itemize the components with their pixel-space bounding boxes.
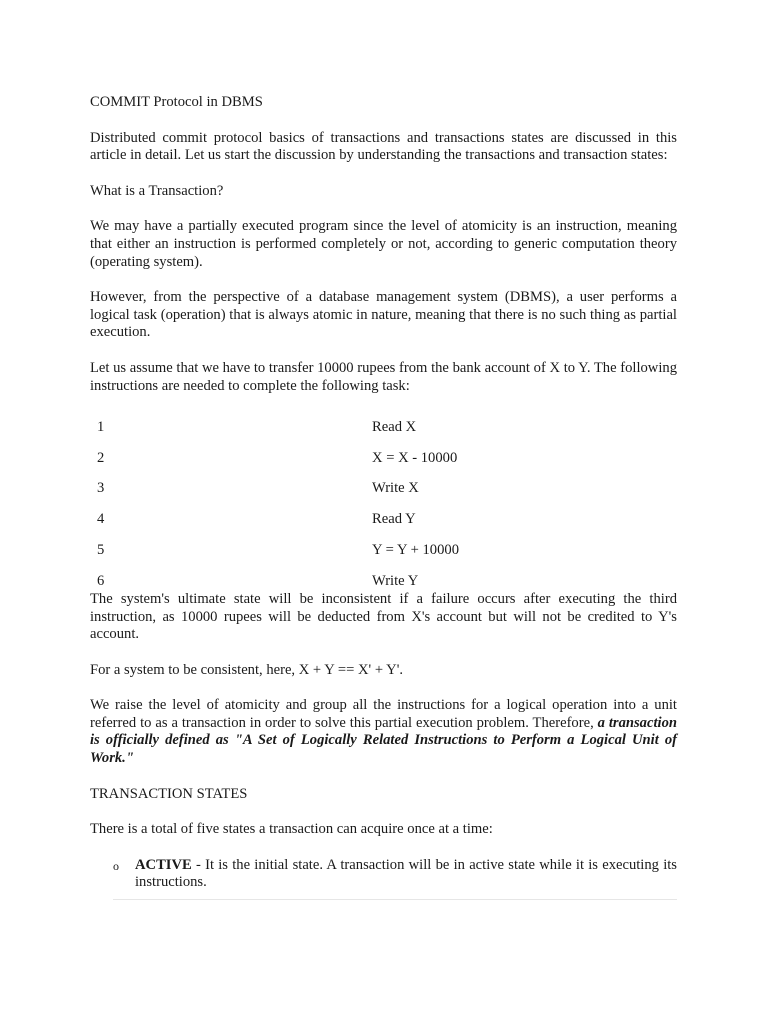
step-number: 1 (97, 418, 105, 435)
step-number: 2 (97, 449, 105, 466)
step-number: 6 (97, 572, 105, 589)
state-detail: - It is the initial state. A transaction will be in active state while it is executing its instructions. (135, 856, 677, 891)
step-instruction: X = X - 10000 (372, 449, 458, 466)
table-row (90, 505, 677, 536)
states-heading: TRANSACTION STATES (90, 785, 248, 802)
table-row (90, 474, 677, 505)
step-instruction: Write X (372, 480, 419, 497)
state-description (135, 857, 677, 892)
step-instruction: Write Y (372, 572, 419, 589)
inconsistency-paragraph: The system's ultimate state will be inconsistent if a failure occurs after executing the third instruction, as 10000 rupees will be deducted from X's account but will not be credited to Y's account. (90, 590, 677, 643)
consistency-paragraph: For a system to be consistent, here, X + Y == X' + Y'. (90, 661, 403, 678)
step-number: 5 (97, 541, 105, 558)
step-instruction: Y = Y + 10000 (372, 541, 459, 558)
state-name: ACTIVE (135, 856, 192, 873)
transaction-heading: What is a Transaction? (90, 182, 224, 199)
atomicity-paragraph: We may have a partially executed program since the level of atomicity is an instruction, meaning that either an instruction is performed completely or not, according to generic computation theory (operating system). (90, 218, 677, 270)
table-row (90, 443, 677, 474)
table-row (90, 535, 677, 566)
intro-paragraph: Distributed commit protocol basics of transactions and transactions states are discussed in this article in detail. Let us start the discussion by understanding the transactions and transaction states: (90, 129, 677, 164)
dbms-paragraph: However, from the perspective of a database management system (DBMS), a user performs a logical task (operation) that is always atomic in nature, meaning that there is no such thing as partial execution. (90, 289, 677, 341)
document-body (90, 94, 677, 900)
step-number: 3 (97, 480, 105, 497)
table-row (90, 412, 677, 443)
states-intro-paragraph: There is a total of five states a transaction can acquire once at a time: (90, 821, 493, 838)
definition-text: We raise the level of atomicity and group all the instructions for a logical operation into a unit referred to as a transaction in order to solve this partial execution problem. Therefore, (90, 697, 677, 731)
step-instruction: Read X (372, 418, 417, 435)
step-number: 4 (97, 511, 105, 528)
step-instruction: Read Y (372, 511, 416, 528)
definition-paragraph (90, 697, 677, 767)
transfer-paragraph: Let us assume that we have to transfer 10000 rupees from the bank account of X to Y. The following instructions are needed to complete the following task: (90, 359, 677, 394)
instruction-table (90, 412, 677, 597)
bullet-icon: o (113, 858, 119, 873)
page-title: COMMIT Protocol in DBMS (90, 94, 263, 110)
list-item (113, 857, 677, 900)
states-list (90, 857, 677, 900)
definition-emphasis: a transaction is officially defined as "A Set of Logically Related Instructions to Perform a Logical Unit of Work." (90, 714, 677, 767)
